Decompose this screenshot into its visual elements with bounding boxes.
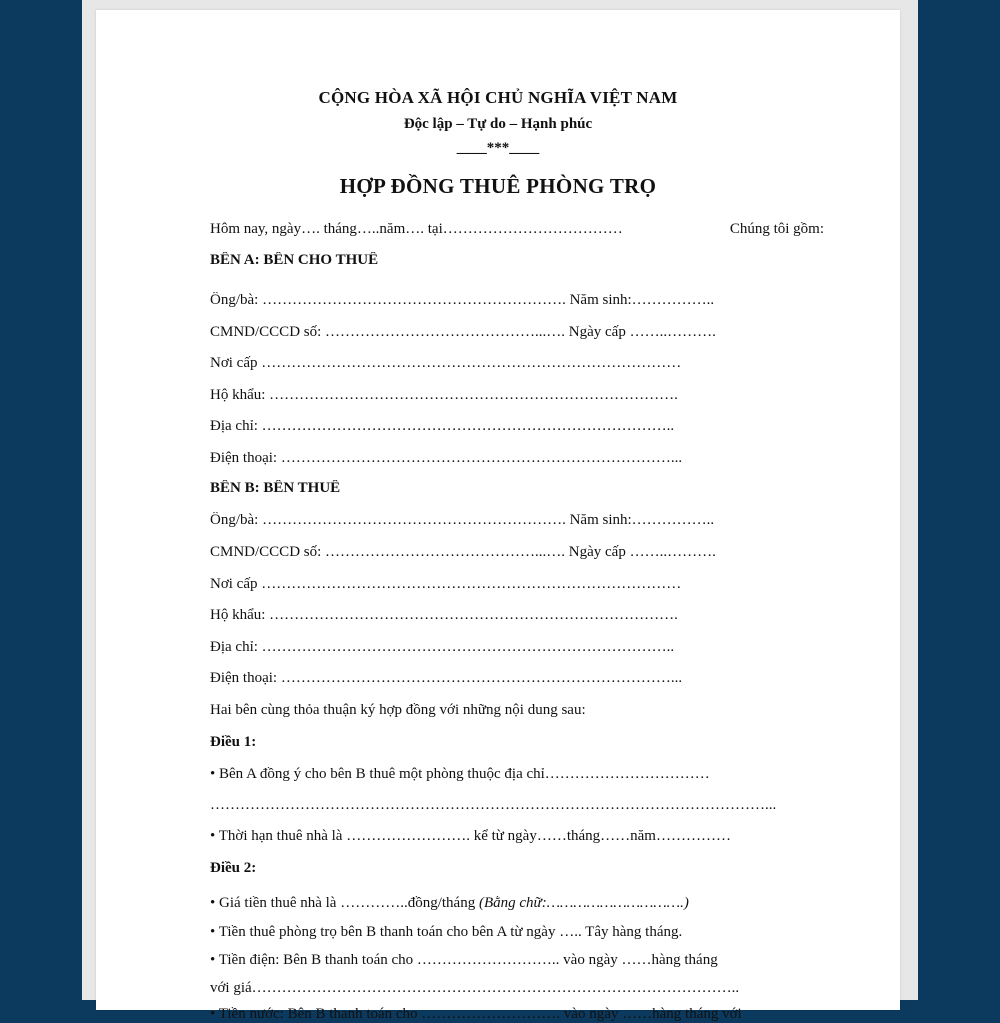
national-title: CỘNG HÒA XÃ HỘI CHỦ NGHĨA VIỆT NAM [318, 88, 678, 107]
article-2-item-electricity: • Tiền điện: Bên B thanh toán cho ……………………….. vào ngày ……hàng tháng [210, 952, 718, 968]
party-b-issue-place-field: Nơi cấp ………………………………………………………………………… [210, 576, 682, 592]
party-b-address-field: Địa chỉ: ……………………………………………………………………….. [210, 639, 675, 655]
party-b-heading: BÊN B: BÊN THUÊ [210, 480, 341, 496]
party-a-address-field: Địa chỉ: ……………………………………………………………………….. [210, 418, 675, 434]
party-a-heading: BÊN A: BÊN CHO THUÊ [210, 252, 379, 268]
rent-in-words-text: (Bằng chữ:………………………….) [478, 895, 689, 911]
intro-parties-label: Chúng tôi gồm: [729, 221, 824, 237]
article-1-item-term: • Thời hạn thuê nhà là ……………………. kể từ ngày……tháng……năm…………… [210, 828, 731, 844]
article-1-heading: Điều 1: [210, 734, 257, 750]
article-1-item-address: • Bên A đồng ý cho bên B thuê một phòng thuộc địa chỉ…………………………… [210, 766, 710, 782]
article-2-item-rent-payment: • Tiền thuê phòng trọ bên B thanh toán cho bên A từ ngày ….. Tây hàng tháng. [210, 924, 683, 940]
party-a-issue-place-field: Nơi cấp ………………………………………………………………………… [210, 355, 682, 371]
article-1-item-address-continued: …………………………………………………………………………………………………... [210, 797, 777, 813]
document-viewer-background [82, 0, 918, 1022]
article-2-heading: Điều 2: [210, 860, 257, 876]
intro-line [210, 221, 824, 238]
rent-amount-text: • Giá tiền thuê nhà là …………..đồng/tháng [210, 895, 479, 911]
document-page [96, 10, 900, 1022]
agreement-statement: Hai bên cùng thỏa thuận ký hợp đồng với những nội dung sau: [210, 702, 586, 718]
party-a-phone-field: Điện thoại: ……………………………………………………………………... [210, 450, 683, 466]
contract-title: HỢP ĐỒNG THUÊ PHÒNG TRỌ [339, 174, 657, 198]
header-separator: ____***____ [456, 140, 540, 156]
intro-date-place: Hôm nay, ngày…. tháng…..năm…. tại……………………………… [210, 221, 623, 237]
party-a-name-field: Ông/bà: ……………………………………………………. Năm sinh:…………….. [210, 292, 715, 308]
national-motto: Độc lập – Tự do – Hạnh phúc [403, 116, 593, 132]
party-b-phone-field: Điện thoại: ……………………………………………………………………... [210, 670, 683, 686]
party-a-id-field: CMND/CCCD số: ……………………………………...…. Ngày cấp ……..………. [210, 324, 716, 340]
article-2-item-electricity-price: với giá…………………………………………………………………………………….. [210, 980, 740, 996]
article-2-item-water: • Tiền nước: Bên B thanh toán cho ………………………. vào ngày ……hàng tháng với [210, 1006, 742, 1022]
party-b-household-field: Hộ khẩu: ………………………………………………………………………. [210, 607, 678, 623]
party-a-household-field: Hộ khẩu: ………………………………………………………………………. [210, 387, 678, 403]
party-b-id-field: CMND/CCCD số: ……………………………………...…. Ngày cấp ……..………. [210, 544, 716, 560]
article-2-item-rent [210, 895, 824, 912]
party-b-name-field: Ông/bà: ……………………………………………………. Năm sinh:…………….. [210, 512, 715, 528]
